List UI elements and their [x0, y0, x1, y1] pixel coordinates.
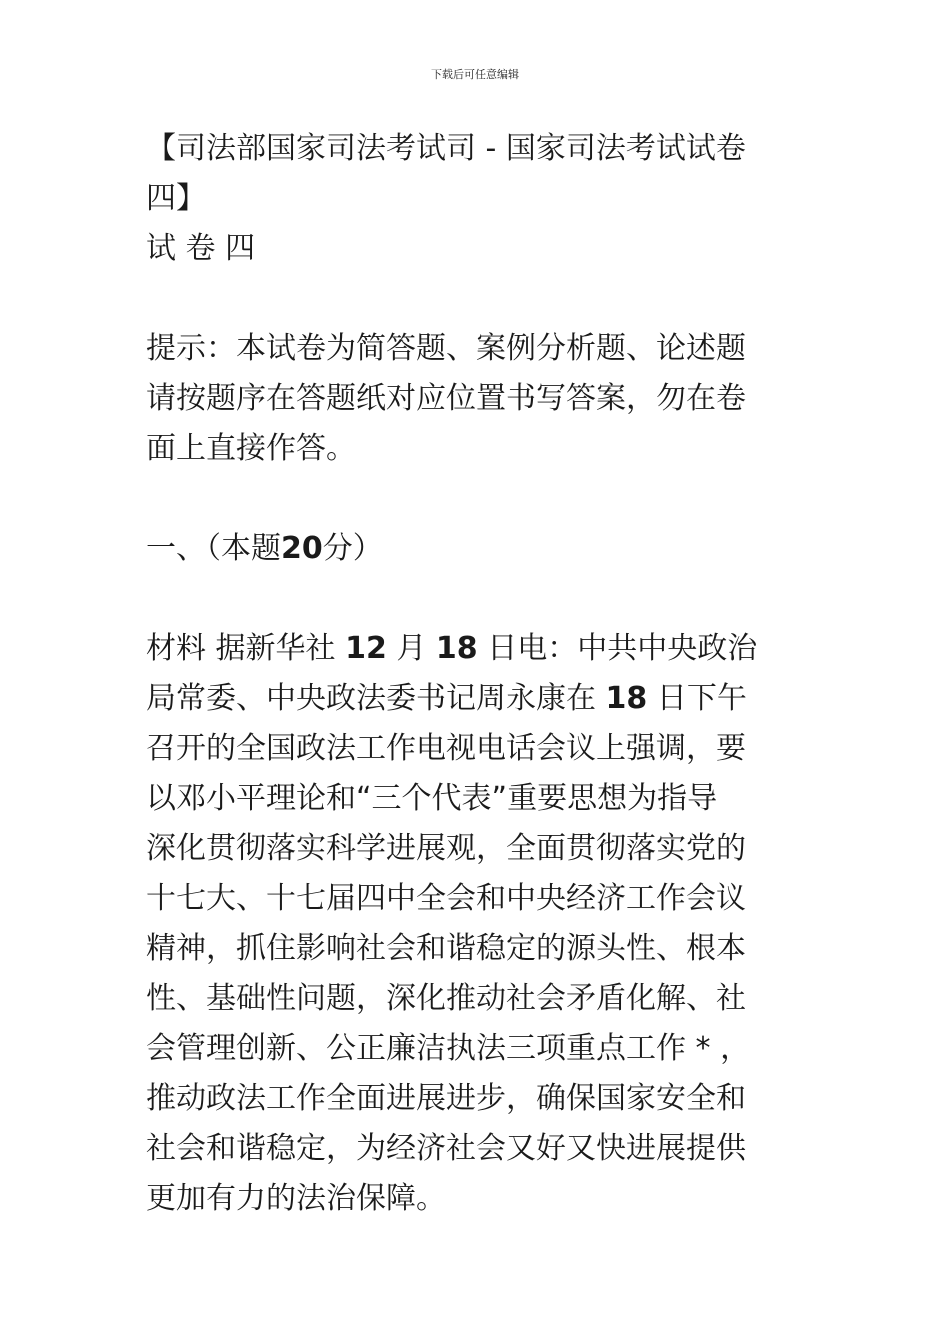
material-line: 召开的全国政法工作电视电话会议上强调，要	[146, 731, 746, 766]
material-line: 性、基础性问题，深化推动社会矛盾化解、社	[146, 981, 746, 1016]
document-body	[146, 124, 810, 1224]
material-text: 月	[386, 631, 436, 666]
title-line-2: 四】	[146, 181, 206, 216]
material-line: 以邓小平理论和“三个代表”重要思想为指导	[146, 781, 718, 816]
header-note: 下载后可任意编辑	[431, 68, 519, 81]
section-points: 20	[281, 531, 323, 566]
material-line: 会管理创新、公正廉洁执法三项重点工作 * ，	[146, 1031, 751, 1066]
spacer	[146, 574, 810, 624]
section-prefix: 一、（本题	[146, 531, 281, 566]
material-line: 精神，抓住影响社会和谐稳定的源头性、根本	[146, 931, 746, 966]
material-line: 更加有力的法治保障。	[146, 1181, 446, 1216]
material-line: 十七大、十七届四中全会和中央经济工作会议	[146, 881, 746, 916]
subtitle: 试 卷 四	[146, 231, 256, 266]
material-line: 深化贯彻落实科学进展观，全面贯彻落实党的	[146, 831, 746, 866]
spacer	[146, 274, 810, 324]
section-suffix: 分）	[322, 531, 383, 566]
material-line-1	[146, 624, 810, 674]
material-line: 推动政法工作全面进展进步，确保国家安全和	[146, 1081, 746, 1116]
material-text: 材料 据新华社	[146, 631, 346, 666]
material-number: 12	[345, 631, 387, 666]
material-text: 日电：中共中央政治	[477, 631, 758, 666]
material-text: 局常委、中央政法委书记周永康在	[146, 681, 606, 716]
material-line: 社会和谐稳定，为经济社会又好又快进展提供	[146, 1131, 746, 1166]
title-line-1: 【司法部国家司法考试司 - 国家司法考试试卷	[146, 131, 746, 166]
material-text: 日下午	[647, 681, 747, 716]
material-number: 18	[605, 681, 648, 716]
hint-line-2: 请按题序在答题纸对应位置书写答案，勿在卷	[146, 381, 746, 416]
hint-line-1: 提示：本试卷为简答题、案例分析题、论述题	[146, 331, 746, 366]
hint-line-3: 面上直接作答。	[146, 431, 356, 466]
material-number: 18	[435, 631, 478, 666]
section-heading	[146, 524, 810, 574]
spacer	[146, 474, 810, 524]
material-line-2	[146, 674, 810, 724]
